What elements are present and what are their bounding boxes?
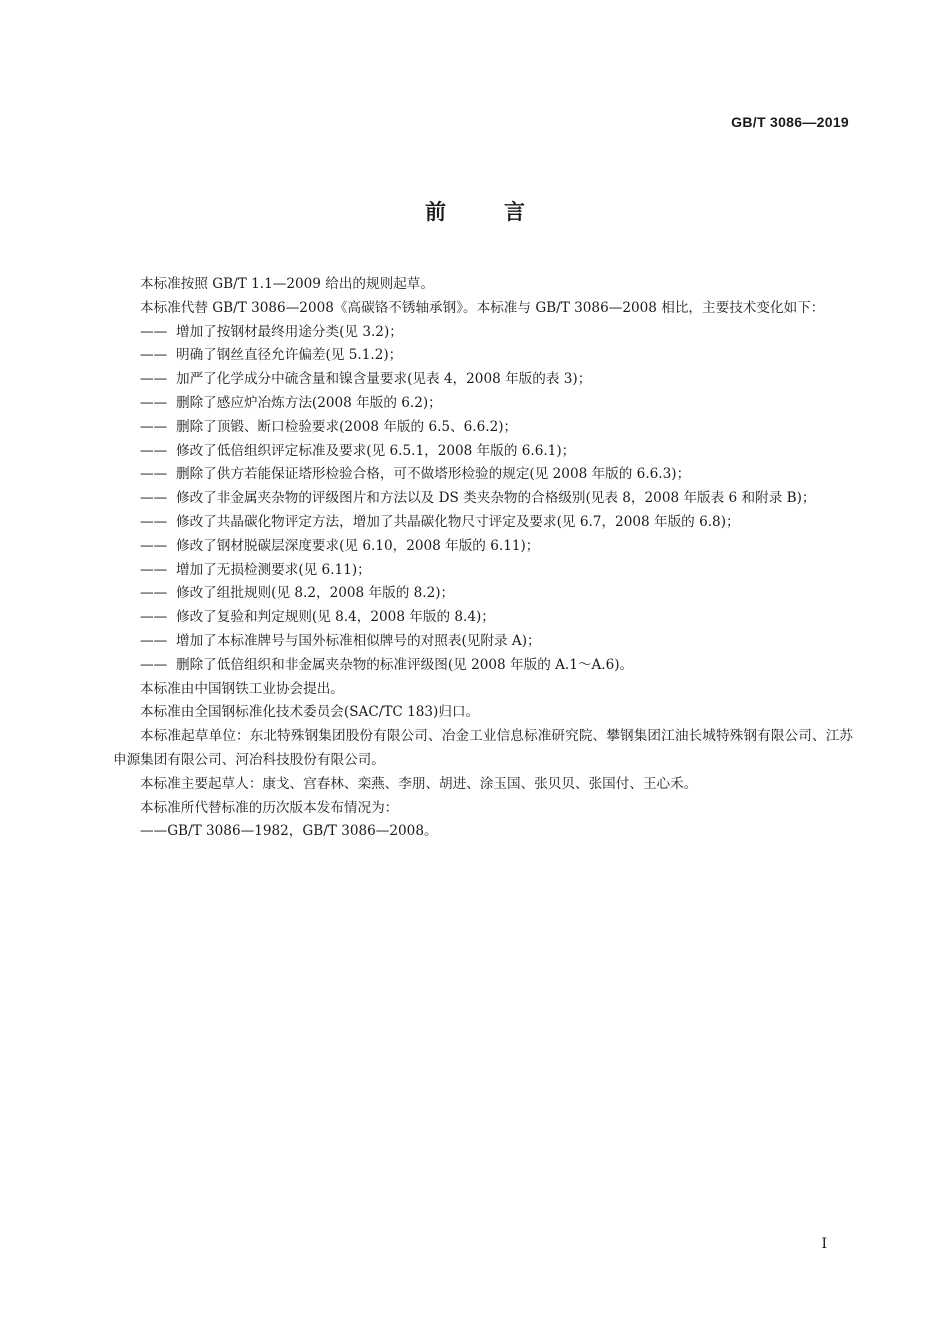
technical-changes-list [113,321,853,678]
dash-marker: —— [140,585,168,602]
dash-marker: —— [140,347,168,364]
list-item: —— 增加了本标准牌号与国外标准相似牌号的对照表(见附录 A)； [113,630,853,654]
history-intro-paragraph: 本标准所代替标准的历次版本发布情况为： [140,799,399,816]
intro-paragraph-drafting-rules: 本标准按照 GB/T 1.1—2009 给出的规则起草。 [140,276,434,292]
dash-marker: —— [140,418,168,435]
list-item: —— 修改了低倍组织评定标准及要求(见 6.5.1，2008 年版的 6.6.1)； [113,440,853,464]
proposer-paragraph: 本标准由中国钢铁工业协会提出。 [140,680,344,697]
list-item: —— 增加了无损检测要求(见 6.11)； [113,559,853,583]
dash-marker: —— [140,537,168,554]
drafters-paragraph: 本标准主要起草人：康戈、宫春林、栾燕、李朋、胡进、涂玉国、张贝贝、张国付、王心禾。 [140,775,698,792]
dash-marker: —— [140,394,168,411]
standard-code: GB/T 3086—2019 [731,114,849,130]
list-item: —— 加严了化学成分中硫含量和镍含量要求(见表 4，2008 年版的表 3)； [113,368,853,392]
list-item: —— 修改了复验和判定规则(见 8.4，2008 年版的 8.4)； [113,606,853,630]
list-item: —— 修改了非金属夹杂物的评级图片和方法以及 DS 类夹杂物的合格级别(见表 8，2008 年版表 6 和附录 B)； [113,487,853,511]
history-versions-item: ——GB/T 3086—1982，GB/T 3086—2008。 [140,823,438,840]
foreword-body [113,273,853,844]
list-item: —— 删除了感应炉冶炼方法(2008 年版的 6.2)； [113,392,853,416]
dash-marker: —— [140,466,168,483]
dash-marker: —— [140,656,168,673]
dash-marker: —— [140,609,168,626]
list-item: —— 明确了钢丝直径允许偏差(见 5.1.2)； [113,344,853,368]
dash-marker: —— [140,371,168,388]
list-item: —— 删除了供方若能保证塔形检验合格，可不做塔形检验的规定(见 2008 年版的 6.6.3)； [113,463,853,487]
list-item: —— 增加了按钢材最终用途分类(见 3.2)； [113,321,853,345]
page-number: I [821,1236,827,1252]
dash-marker: —— [140,490,168,507]
intro-paragraph-replacement: 本标准代替 GB/T 3086—2008《高碳铬不锈轴承钢》。本标准与 GB/T 3086—2008 相比，主要技术变化如下： [140,299,825,316]
dash-marker: —— [140,513,168,530]
list-item: —— 删除了低倍组织和非金属夹杂物的标准评级图(见 2008 年版的 A.1～A.6)。 [113,654,853,678]
committee-paragraph: 本标准由全国钢标准化技术委员会(SAC/TC 183)归口。 [140,704,480,721]
dash-marker: —— [140,442,168,459]
page-title: 前言 [425,200,583,224]
dash-marker: —— [140,323,168,340]
drafting-units-paragraph: 本标准起草单位：东北特殊钢集团股份有限公司、冶金工业信息标准研究院、攀钢集团江油长城特殊钢有限公司、江苏申源集团有限公司、河冶科技股份有限公司。 [113,728,853,768]
dash-marker: —— [140,632,168,649]
list-item: —— 修改了组批规则(见 8.2，2008 年版的 8.2)； [113,582,853,606]
list-item: —— 修改了共晶碳化物评定方法，增加了共晶碳化物尺寸评定及要求(见 6.7，2008 年版的 6.8)； [113,511,853,535]
dash-marker: —— [140,561,168,578]
list-item: —— 修改了钢材脱碳层深度要求(见 6.10，2008 年版的 6.11)； [113,535,853,559]
list-item: —— 删除了顶锻、断口检验要求(2008 年版的 6.5、6.6.2)； [113,416,853,440]
